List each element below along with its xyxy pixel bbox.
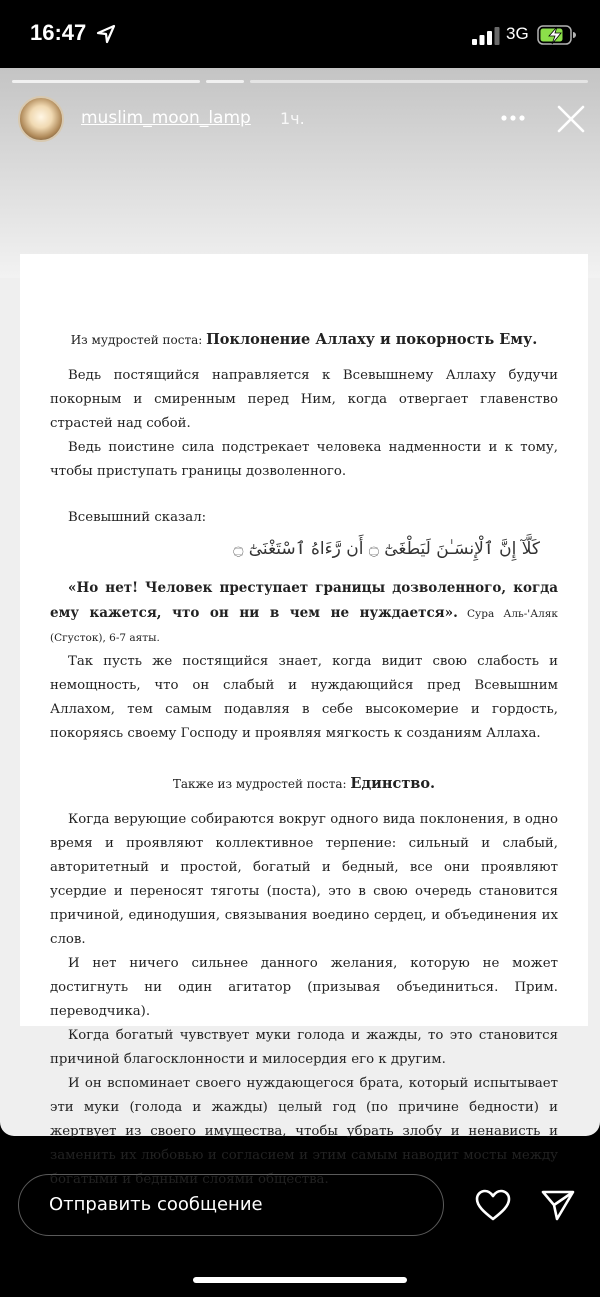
close-icon[interactable] (556, 104, 586, 134)
status-bar (0, 0, 600, 70)
progress-segment-active (206, 80, 244, 83)
section-heading (20, 328, 588, 352)
message-placeholder: Отправить сообщение (49, 1194, 263, 1215)
message-input[interactable] (18, 1174, 444, 1236)
quote-text: «Но нет! Человек преступает границы дозволенного, когда ему кажется, что он ни в чем не нуждается». (50, 580, 558, 621)
username[interactable]: muslim_moon_lamp (81, 108, 251, 128)
section-prefix: Из мудростей поста: (70, 333, 207, 347)
paragraph: И он вспоминает своего нуждающегося брата, который испытывает эти муки (голода и жажды) целый год (по причине бедности) и жертвует из своего имущества, чтобы убрать злобу и ненависть и заменить их любовью и согласием и этим самым наводит мосты между богатыми и бедными слоями общества. (50, 1076, 558, 1187)
paragraph: Так пусть же постящийся знает, когда видит свою слабость и немощность, что он слабый и нуждающийся пред Всевышним Аллахом, тем самым подавляя в себе высокомерие и гордость, покоряясь своему Господу и проявляя мягкость к созданиям Аллаха. (50, 654, 558, 741)
quote-paragraph (20, 576, 588, 650)
status-time: 16:47 (30, 20, 87, 45)
progress-segment (250, 80, 588, 83)
avatar[interactable] (18, 96, 64, 142)
send-icon[interactable] (540, 1188, 576, 1222)
section-title: Поклонение Аллаху и покорность Ему. (206, 331, 538, 348)
location-arrow-icon (96, 24, 116, 44)
home-indicator (193, 1277, 407, 1283)
arabic-verse: كَلَّآ إِنَّ ٱلْإِنسَـٰنَ لَيَطْغَىٰٓ ۝ أَن رَّءَاهُ ٱسْتَغْنَىٰٓ ۝ (233, 539, 540, 559)
network-type: 3G (506, 24, 529, 43)
quote-source: Сура Аль-'Аляк (Сгусток), 6-7 аяты. (50, 608, 558, 644)
story-progress (12, 80, 588, 83)
paragraph: Когда верующие собираются вокруг одного вида поклонения, в одно время и проявляют коллективное терпение: сильный и слабый, авторитетный и простой, богатый и бедный, все они проявляют усердие и переносят тяготы (поста), это в свою очередь становится причиной, единодушия, связывания воедино сердец, и объединения их слов. (50, 812, 558, 947)
more-icon[interactable] (500, 108, 526, 128)
said-line: Всевышний сказал: (68, 510, 207, 525)
paragraph: Когда богатый чувствует муки голода и жажды, то это становится причиной благосклонности и милосердия его к другим. (50, 1028, 558, 1067)
battery-charging-icon (537, 24, 577, 46)
story-time: 1ч. (280, 109, 305, 128)
story-top-shade (0, 68, 600, 278)
paragraph: Ведь постящийся направляется к Всевышнему Аллаху будучи покорным и смиренным перед Ним, когда отвергает главенство страстей над собой. (50, 368, 558, 431)
story-card[interactable] (0, 68, 600, 1187)
signal-icon (472, 27, 502, 45)
progress-segment (12, 80, 200, 83)
paragraph: И нет ничего сильнее данного желания, которую не может достигнуть ни один агитатор (призывая объединиться. Прим. переводчика). (50, 956, 558, 1019)
section-title: Единство. (350, 775, 436, 792)
paragraph: Ведь поистине сила подстрекает человека надменности и к тому, чтобы приступать границы дозволенного. (50, 440, 558, 479)
document-page (20, 254, 588, 1187)
section-heading (20, 772, 588, 796)
section-prefix: Также из мудростей поста: (172, 777, 351, 791)
heart-icon[interactable] (474, 1188, 512, 1222)
